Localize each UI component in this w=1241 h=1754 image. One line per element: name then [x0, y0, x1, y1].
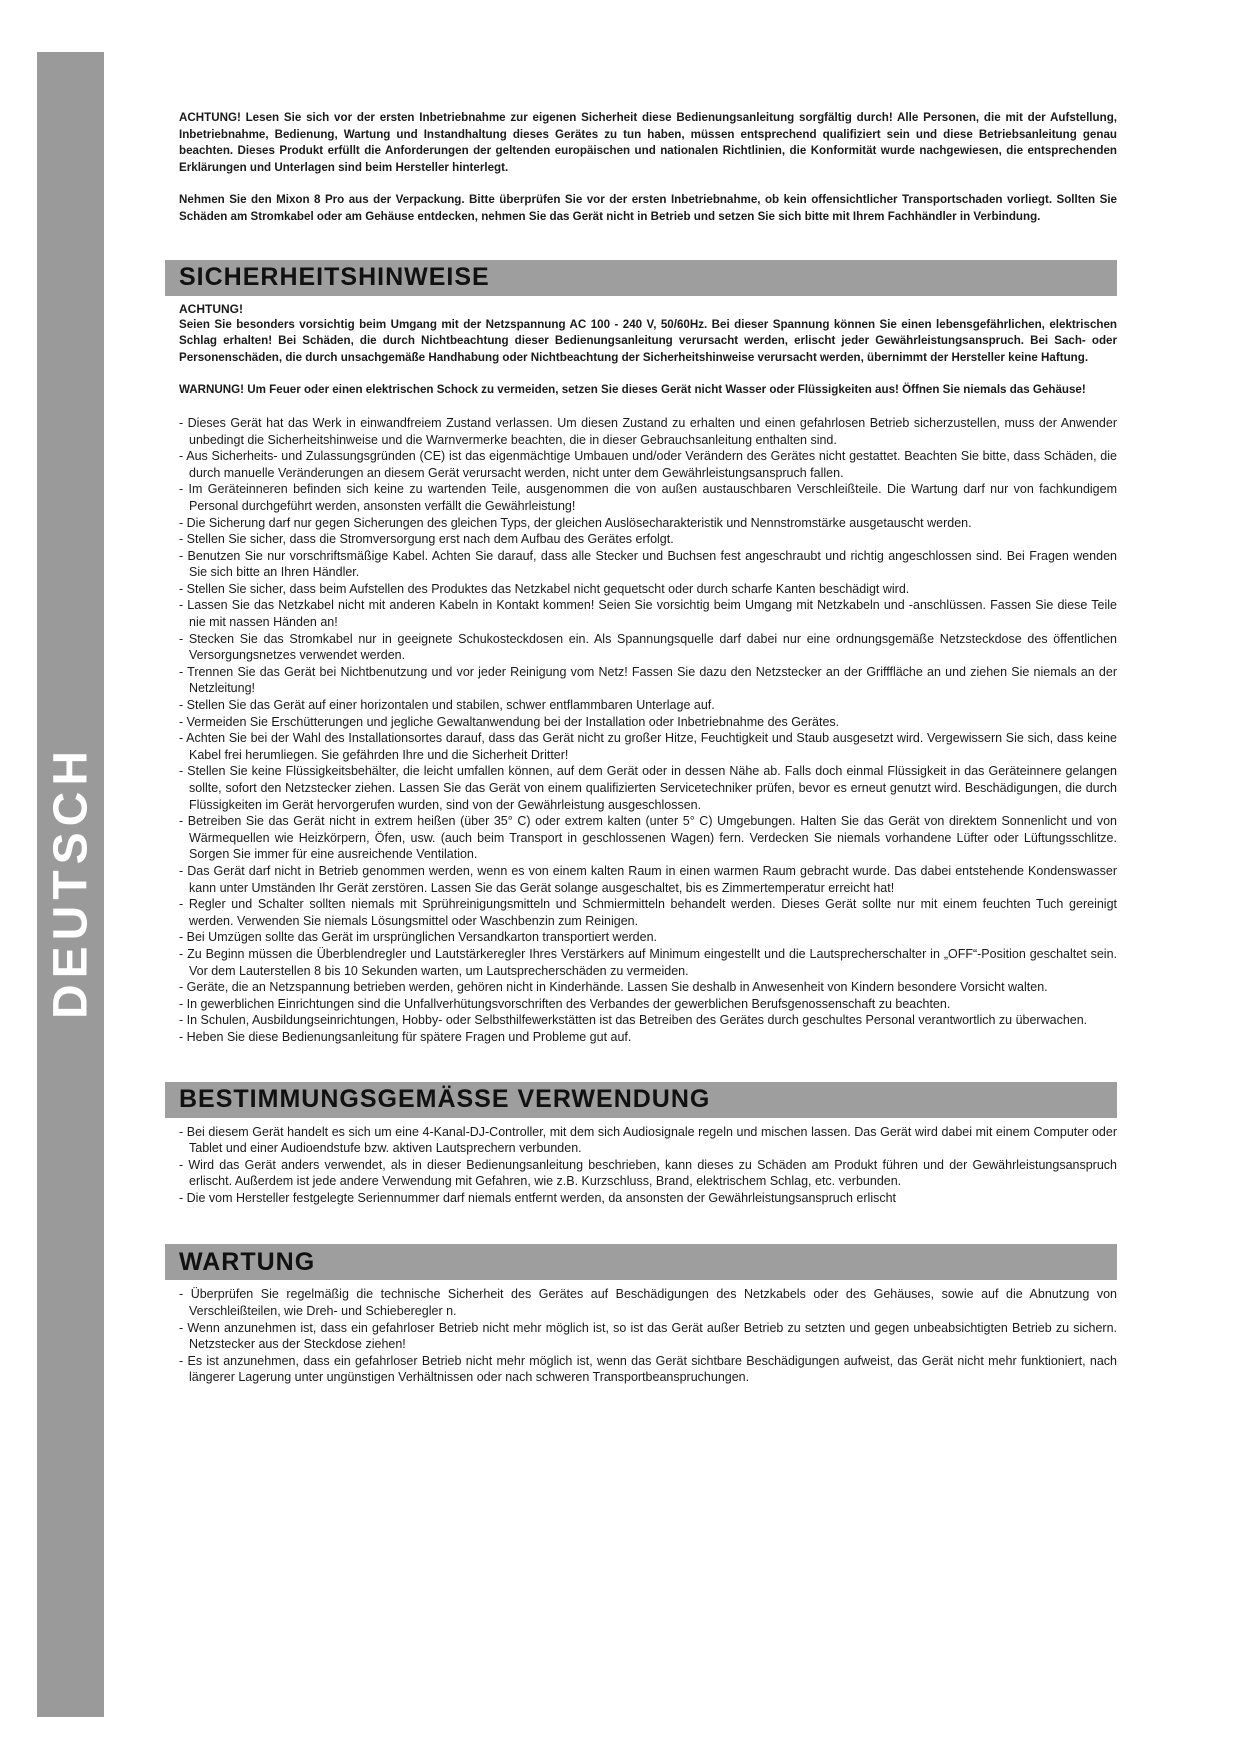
list-item: - Stecken Sie das Stromkabel nur in geeignete Schukosteckdosen ein. Als Spannungsquelle darf dabei nur eine ordnungsgemäße Netzsteckdose des öffentlichen Versorgungsnetzes verwendet werden.: [179, 631, 1117, 663]
list-item: - Geräte, die an Netzspannung betrieben werden, gehören nicht in Kinderhände. Lassen Sie deshalb in Anwesenheit von Kindern besondere Vorsicht walten.: [179, 980, 1048, 995]
list-item: - Regler und Schalter sollten niemals mit Sprühreinigungsmitteln und Schmiermitteln behandelt werden. Dieses Gerät sollte nur mit einem feuchten Tuch gereinigt werden. Verwenden Sie niemals Lösungsmittel oder Waschbenzin zum Reinigen.: [179, 897, 1117, 928]
maintenance-section-title: WARTUNG: [179, 1247, 316, 1276]
list-item: - Bei diesem Gerät handelt es sich um eine 4-Kanal-DJ-Controller, mit dem sich Audiosignale regeln und mischen lassen. Das Gerät wird dabei mit einem Computer oder Tablet und einer Audioendstufe bzw. aktiven Lautsprechern verbunden.: [179, 1124, 1117, 1156]
list-item: - Stellen Sie sicher, dass die Stromversorgung erst nach dem Aufbau des Gerätes erfolgt.: [179, 532, 674, 547]
maintenance-list: [165, 1286, 1117, 1386]
maintenance-section-header: [165, 1244, 1117, 1280]
safety-warning-paragraph: WARNUNG! Um Feuer oder einen elektrischen Schock zu vermeiden, setzen Sie dieses Gerät nicht Wasser oder Flüssigkeiten aus! Öffnen Sie niemals das Gehäuse!: [179, 383, 1086, 397]
list-item: - Heben Sie diese Bedienungsanleitung für spätere Fragen und Probleme gut auf.: [179, 1029, 632, 1044]
list-item: - Bei Umzügen sollte das Gerät im ursprünglichen Versandkarton transportiert werden.: [179, 930, 658, 945]
list-item: - Benutzen Sie nur vorschriftsmäßige Kabel. Achten Sie darauf, dass alle Stecker und Buchsen fest angeschraubt und richtig angeschlossen sind. Bei Fragen wenden Sie sich bitte an Ihren Händler.: [179, 548, 1117, 580]
list-item: - Stellen Sie keine Flüssigkeitsbehälter, die leicht umfallen können, auf dem Gerät oder in dessen Nähe ab. Falls doch einmal Flüssigkeit in das Geräteinnere gelangen sollte, sofort den Netzstecker ziehen. Lassen Sie das Gerät von einem qualifizierten Servicetechniker prüfen, bevor es erneut genutzt wird. Beschädigungen, die durch Flüssigkeiten im Gerät hervorgerufen wurden, sind von der Gewährleistung ausgeschlossen.: [179, 764, 1117, 812]
list-item: - Das Gerät darf nicht in Betrieb genommen werden, wenn es von einem kalten Raum in einen warmen Raum gebracht wurde. Das dabei entstehende Kondenswasser kann unter Umständen Ihr Gerät zerstören. Lassen Sie das Gerät solange ausgeschaltet, bis es Zimmertemperatur erreicht hat!: [179, 863, 1117, 895]
list-item: - In gewerblichen Einrichtungen sind die Unfallverhütungsvorschriften des Verbandes der gewerblichen Berufsgenossenschaft zu beachten.: [179, 996, 951, 1011]
list-item: - Die Sicherung darf nur gegen Sicherungen des gleichen Typs, der gleichen Auslösecharakteristik und Nennstromstärke ausgetauscht werden.: [179, 515, 972, 530]
list-item: - Trennen Sie das Gerät bei Nichtbenutzung und vor jeder Reinigung vom Netz! Fassen Sie dazu den Netzstecker an der Grifffläche an und ziehen Sie niemals an der Netzleitung!: [179, 664, 1117, 696]
intro-unpacking-paragraph: Nehmen Sie den Mixon 8 Pro aus der Verpackung. Bitte überprüfen Sie vor der ersten Inbetriebnahme, ob kein offensichtlicher Transportschaden vorliegt. Sollten Sie Schäden am Stromkabel oder am Gehäuse entdecken, nehmen Sie das Gerät nicht in Betrieb und setzen Sie sich bitte mit Ihrem Fachhändler in Verbindung.: [179, 193, 1117, 223]
list-item: - Wird das Gerät anders verwendet, als in dieser Bedienungsanleitung beschrieben, kann dieses zu Schäden am Produkt führen und der Gewährleistungsanspruch erlischt. Außerdem ist jede andere Verwendung mit Gefahren, wie z.B. Kurzschluss, Brand, elektrischem Schlag, etc. verbunden.: [179, 1157, 1117, 1189]
intended-use-list: [165, 1124, 1117, 1207]
list-item: - Dieses Gerät hat das Werk in einwandfreiem Zustand verlassen. Um diesen Zustand zu erhalten und einen gefahrlosen Betrieb sicherzustellen, muss der Anwender unbedingt die Sicherheitshinweise und die Warnvermerke beachten, die in dieser Gebrauchsanleitung enthalten sind.: [179, 415, 1117, 447]
list-item: - Die vom Hersteller festgelegte Seriennummer darf niemals entfernt werden, da ansonsten der Gewährleistungsanspruch erlischt: [179, 1190, 897, 1205]
list-item: - Zu Beginn müssen die Überblendregler und Lautstärkeregler Ihres Verstärkers auf Minimum eingestellt und die Lautsprecherschalter in „OFF“-Position geschaltet sein. Vor dem Lauterstellen 8 bis 10 Sekunden warten, um Lautsprecherschäden zu vermeiden.: [179, 946, 1117, 978]
intended-use-section-header: [165, 1082, 1117, 1118]
intro-warning-paragraph: ACHTUNG! Lesen Sie sich vor der ersten Inbetriebnahme zur eigenen Sicherheit diese Bedienungsanleitung sorgfältig durch! Alle Personen, die mit der Aufstellung, Inbetriebnahme, Bedienung, Wartung und Instandhaltung dieses Gerätes zu tun haben, müssen entsprechend qualifiziert sein und diese Betriebsanleitung genau beachten. Dieses Produkt erfüllt die Anforderungen der geltenden europäischen und nationalen Richtlinien, die Konformität wurde nachgewiesen, die entsprechenden Erklärungen und Unterlagen sind beim Hersteller hinterlegt.: [179, 111, 1117, 174]
list-item: - Lassen Sie das Netzkabel nicht mit anderen Kabeln in Kontakt kommen! Seien Sie vorsichtig beim Umgang mit Netzkabeln und -anschlüssen. Fassen Sie diese Teile nie mit nassen Händen an!: [179, 598, 1117, 630]
list-item: - Aus Sicherheits- und Zulassungsgründen (CE) ist das eigenmächtige Umbauen und/oder Verändern des Gerätes nicht gestattet. Beachten Sie bitte, dass Schäden, die durch manuelle Veränderungen an diesem Gerät verursacht werden, nicht unter dem Gewährleistungsanspruch fallen.: [179, 449, 1117, 480]
list-item: - Wenn anzunehmen ist, dass ein gefahrloser Betrieb nicht mehr möglich ist, so ist das Gerät außer Betrieb zu setzten und gegen unbeabsichtigten Betrieb zu sichern. Netzstecker aus der Steckdose ziehen!: [179, 1320, 1117, 1352]
intended-use-section-title: BESTIMMUNGSGEMÄSSE VERWENDUNG: [179, 1085, 711, 1113]
list-item: - Vermeiden Sie Erschütterungen und jegliche Gewaltanwendung bei der Installation oder Inbetriebnahme des Gerätes.: [179, 714, 840, 729]
safety-achtung-label: ACHTUNG!: [179, 301, 243, 316]
list-item: - Im Geräteinneren befinden sich keine zu wartenden Teile, ausgenommen die von außen austauschbaren Verschleißteile. Die Wartung darf nur von fachkundigem Personal durchgeführt werden, ansonsten verfällt die Gewährleistung!: [179, 482, 1117, 513]
list-item: - Achten Sie bei der Wahl des Installationsortes darauf, dass das Gerät nicht zu großer Hitze, Feuchtigkeit und Staub ausgesetzt wird. Vergewissern Sie sich, dass keine Kabel frei herumliegen. Sie gefährden Ihre und die Sicherheit Dritter!: [179, 731, 1117, 762]
safety-achtung-paragraph: Seien Sie besonders vorsichtig beim Umgang mit der Netzspannung AC 100 - 240 V, 50/60Hz. Bei dieser Spannung können Sie einen lebensgefährlichen, elektrischen Schlag erhalten! Bei Schäden, die durch Nichtbeachtung dieser Bedienungsanleitung verursacht werden, erlischt jeder Gewährleistungsanspruch. Bei Sach- oder Personenschäden, die durch unsachgemäße Handhabung oder Nichtbeachtung der Sicherheitshinweise verursacht werden, übernimmt der Hersteller keine Haftung.: [179, 317, 1117, 364]
safety-list: [165, 415, 1117, 1046]
list-item: - Es ist anzunehmen, dass ein gefahrloser Betrieb nicht mehr möglich ist, wenn das Gerät sichtbare Beschädigungen aufweist, das Gerät nicht mehr funktioniert, nach längerer Lagerung unter ungünstigen Verhältnissen oder nach schweren Transportbeanspruchungen.: [179, 1353, 1117, 1385]
list-item: - Betreiben Sie das Gerät nicht in extrem heißen (über 35° C) oder extrem kalten (unter 5° C) Umgebungen. Halten Sie das Gerät von direktem Sonnenlicht und von Wärmequellen wie Heizkörpern, Öfen, usw. (auch beim Transport in geschlossenen Wagen) fern. Verdecken Sie niemals vorhandene Lüfter oder Lüftungsschlitze. Sorgen Sie immer für eine ausreichende Ventilation.: [179, 814, 1117, 862]
safety-section-title: SICHERHEITSHINWEISE: [179, 263, 490, 292]
list-item: - Überprüfen Sie regelmäßig die technische Sicherheit des Gerätes auf Beschädigungen des Netzkabels oder des Gehäuses, sowie auf die Abnutzung von Verschleißteilen, wie Dreh- und Schieberegler n.: [179, 1287, 1117, 1319]
list-item: - Stellen Sie sicher, dass beim Aufstellen des Produktes das Netzkabel nicht gequetscht oder durch scharfe Kanten beschädigt wird.: [179, 581, 910, 596]
list-item: - In Schulen, Ausbildungseinrichtungen, Hobby- oder Selbsthilfewerkstätten ist das Betreiben des Gerätes durch geschultes Personal verantwortlich zu überwachen.: [179, 1013, 1088, 1028]
list-item: - Stellen Sie das Gerät auf einer horizontalen und stabilen, schwer entflammbaren Unterlage auf.: [179, 698, 715, 713]
page-number: 14: [85, 1714, 104, 1733]
language-label: DEUTSCH: [44, 744, 98, 1020]
page-content: [165, 110, 1117, 1386]
safety-section-header: [165, 260, 1117, 296]
